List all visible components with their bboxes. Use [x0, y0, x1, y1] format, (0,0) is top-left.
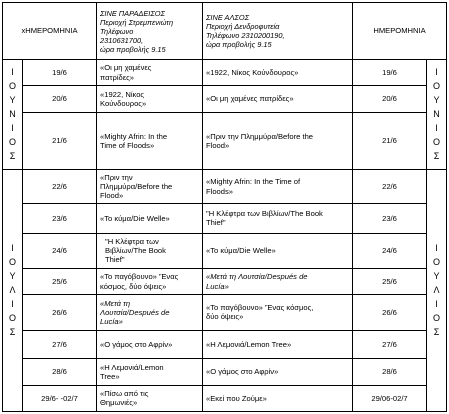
month-july-left: Ι Ο Υ Λ Ι Ο Σ — [3, 169, 23, 411]
table-row — [3, 359, 447, 385]
cinema1-header — [97, 3, 203, 60]
film-cell-cinema2: «Πριν την Πλημμύρα/Before the Flood» — [203, 112, 353, 169]
cinema2-area: Περιοχή Δενδροφυτεία — [206, 22, 280, 31]
cinema1-phone: 2310631700, — [100, 35, 144, 45]
left-date-header: xΗΜΕΡΟΜΗΝΙΑ — [3, 3, 97, 60]
film-cell-cinema1: «Το παγόβουνο» 'Ένας κόσμος, δύο όψεις» — [97, 268, 203, 294]
table-row — [3, 385, 447, 412]
date-cell-right: 25/6 — [353, 268, 427, 294]
date-cell-right: 24/6 — [353, 233, 427, 268]
film-cell-cinema1: «Mighty Afrin: In the Time of Floods» — [97, 112, 203, 169]
date-cell: 24/6 — [23, 233, 97, 268]
month-june-left: Ι Ο Υ Ν Ι Ο Σ — [3, 60, 23, 170]
date-cell-right: 21/6 — [353, 112, 427, 169]
film-cell-cinema2: «Εκεί που Ζούμε» — [203, 385, 353, 412]
cinema2-time: ώρα προβολής 9.15 — [206, 40, 272, 49]
screening-schedule-table — [2, 2, 447, 412]
header-row — [3, 3, 447, 60]
table-row — [3, 204, 447, 234]
date-cell: 21/6 — [23, 112, 97, 169]
film-cell-cinema2: «Οι μη χαμένες πατρίδες» — [203, 86, 353, 112]
film-cell-cinema2: «Μετά τη Λουτσία/Después de Lucía» — [203, 268, 353, 294]
date-cell: 22/6 — [23, 169, 97, 203]
table-row — [3, 295, 447, 330]
table-row — [3, 60, 447, 86]
film-cell-cinema1: «Μετά τη Λουτσία/Después de Lucía» — [97, 295, 203, 330]
cinema2-header — [203, 3, 353, 60]
date-cell-right: 29/06-02/7 — [353, 385, 427, 412]
film-cell-cinema1: «Πριν την Πλημμύρα/Before the Flood» — [97, 169, 203, 203]
month-july-right: Ι Ο Υ Λ Ι Ο Σ — [427, 169, 447, 411]
table-row — [3, 169, 447, 203]
film-cell-cinema1: «Πίσω από τις Θημωνιές» — [97, 385, 203, 412]
cinema2-phone: Τηλέφωνο 2310200190, — [206, 31, 285, 40]
film-cell-cinema1: «Η Λεμονιά/Lemon Tree» — [97, 359, 203, 385]
date-cell-right: 27/6 — [353, 330, 427, 359]
table-row — [3, 233, 447, 268]
film-cell-cinema2: «Ο γάμος στο Αφρίν» — [203, 359, 353, 385]
date-cell-right: 26/6 — [353, 295, 427, 330]
date-cell: 29/6- -02/7 — [23, 385, 97, 412]
table-row — [3, 268, 447, 294]
cinema1-phone-label: Τηλέφωνο — [100, 26, 134, 36]
cinema1-area: Περιοχή Στρεμπενιώτη — [100, 17, 174, 27]
date-cell: 28/6 — [23, 359, 97, 385]
cinema2-name: ΣΙΝΕ ΑΛΣΟΣ — [206, 13, 250, 22]
cinema1-name: ΣΙΝΕ ΠΑΡΑΔΕΙΣΟΣ — [100, 8, 165, 18]
film-cell-cinema2: "Η Κλέφτρα των Βιβλίων/The Book Thief" — [203, 204, 353, 234]
film-cell-cinema1: «Οι μη χαμένες πατρίδες» — [97, 60, 203, 86]
right-date-header: ΗΜΕΡΟΜΗΝΙΑ — [353, 3, 447, 60]
date-cell: 25/6 — [23, 268, 97, 294]
date-cell-right: 20/6 — [353, 86, 427, 112]
table-row — [3, 112, 447, 169]
date-cell-right: 28/6 — [353, 359, 427, 385]
film-cell-cinema1: «1922, Νίκος Κούνδουρος» — [97, 86, 203, 112]
date-cell: 20/6 — [23, 86, 97, 112]
film-cell-cinema1: "Η Κλέφτρα των Βιβλίων/The Book Thief" — [97, 233, 203, 268]
film-cell-cinema2: «Η Λεμονιά/Lemon Tree» — [203, 330, 353, 359]
date-cell: 26/6 — [23, 295, 97, 330]
film-cell-cinema1: «Ο γάμος στο Αφρίν» — [97, 330, 203, 359]
date-cell-right: 23/6 — [353, 204, 427, 234]
date-cell: 27/6 — [23, 330, 97, 359]
date-cell-right: 22/6 — [353, 169, 427, 203]
film-cell-cinema2: «1922, Νίκος Κούνδουρος» — [203, 60, 353, 86]
cinema1-time: ώρα προβολής 9.15 — [100, 44, 166, 54]
film-cell-cinema1: «Το κύμα/Die Welle» — [97, 204, 203, 234]
table-row — [3, 330, 447, 359]
table-row — [3, 86, 447, 112]
film-cell-cinema2: «Το παγόβουνο» 'Ένας κόσμος, δύο όψεις» — [203, 295, 353, 330]
date-cell: 19/6 — [23, 60, 97, 86]
month-june-right: Ι Ο Υ Ν Ι Ο Σ — [427, 60, 447, 170]
film-cell-cinema2: «Το κύμα/Die Welle» — [203, 233, 353, 268]
film-cell-cinema2: «Mighty Afrin: In the Time of Floods» — [203, 169, 353, 203]
date-cell: 23/6 — [23, 204, 97, 234]
date-cell-right: 19/6 — [353, 60, 427, 86]
